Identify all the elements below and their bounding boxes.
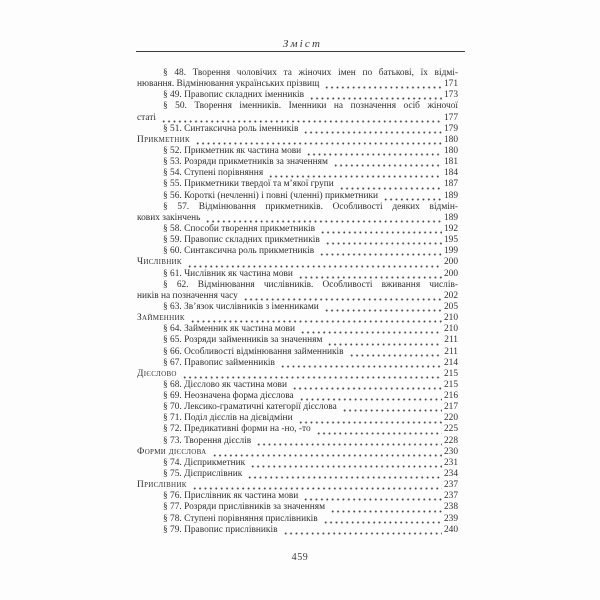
toc-line (137, 246, 458, 257)
toc-line (137, 179, 458, 190)
toc-page-number: 237 (443, 491, 458, 502)
dot-leader (212, 447, 442, 458)
toc-page-number: 200 (443, 257, 458, 268)
toc-line-text: § 73. Творення дієслів (163, 435, 252, 446)
toc-line (137, 124, 458, 135)
toc-line (137, 213, 458, 224)
toc-line-text: ників на позначення часу (137, 290, 238, 301)
toc-section-header (137, 257, 458, 268)
toc-line (137, 291, 458, 302)
toc-section-header (137, 135, 458, 146)
toc-line-text: § 54. Ступені порівняння (163, 168, 264, 179)
dot-leader (324, 302, 442, 313)
dot-leader (306, 146, 442, 157)
toc-line-text: § 52. Прикметник як частина мови (163, 145, 302, 156)
toc-line (137, 280, 458, 291)
toc-line-text: Прикметник (137, 134, 190, 145)
toc-page-number: 173 (443, 90, 458, 101)
toc-page-number: 214 (443, 357, 458, 368)
toc-line-text: Займенник (137, 313, 185, 324)
toc-page-number: 240 (443, 524, 458, 535)
toc-section-header (137, 313, 458, 324)
toc-page-number: 210 (443, 313, 458, 324)
toc-line (137, 68, 458, 79)
dot-leader (283, 525, 442, 536)
toc-line-text: кових закінчень (137, 212, 201, 223)
dot-leader (292, 380, 442, 391)
toc-line-text: § 68. Дієслово як частина мови (163, 379, 287, 390)
toc-page-number: 184 (443, 168, 458, 179)
toc-line-text: § 58. Способи творення прикметників (163, 223, 316, 234)
dot-leader (256, 436, 442, 447)
toc-page-number: 239 (443, 513, 458, 524)
toc-line-text: Прислівник (137, 480, 187, 491)
toc-page-number: 216 (443, 391, 458, 402)
toc-line (137, 157, 458, 168)
toc-line (137, 202, 458, 213)
toc-page-number: 215 (443, 368, 458, 379)
toc-page-number: 205 (443, 301, 458, 312)
dot-leader (330, 502, 442, 513)
toc-line (137, 391, 458, 402)
toc-page-number: 189 (443, 212, 458, 223)
toc-page-number: 220 (443, 413, 458, 424)
toc-page-number: 177 (443, 112, 458, 123)
dot-leader (349, 347, 443, 358)
toc-line (137, 324, 458, 335)
dot-leader (309, 90, 442, 101)
dot-leader (339, 179, 442, 190)
toc-line-text: § 51. Синтаксична роль іменників (163, 123, 299, 134)
toc-line (137, 101, 458, 112)
toc-page-number: 217 (443, 402, 458, 413)
dot-leader (323, 514, 442, 525)
toc-line-text: § 70. Лексико-граматичні категорії дієслова (163, 402, 337, 413)
toc-line-text: § 64. Займенник як частина мови (163, 324, 295, 335)
toc-page-number: 192 (443, 223, 458, 234)
toc-line-text: § 76. Прислівник як частина мови (163, 491, 299, 502)
toc-line-text: § 78. Ступені порівняння прислівників (163, 513, 318, 524)
toc-line (137, 436, 458, 447)
toc-line-text: § 72. Предикативні форми на -но, -то (163, 424, 311, 435)
toc-page-number: 202 (443, 290, 458, 301)
toc-line (137, 502, 458, 513)
toc-page-number: 215 (443, 379, 458, 390)
toc-line-text: § 61. Числівник як частина мови (163, 268, 293, 279)
toc-line (137, 191, 458, 202)
dot-leader (319, 246, 442, 257)
dot-leader (333, 157, 442, 168)
toc-line (137, 491, 458, 502)
toc-line (137, 358, 458, 369)
dot-leader (243, 291, 442, 302)
toc-line (137, 269, 458, 280)
toc-line (137, 425, 458, 436)
toc-line-text: Дієслово (137, 368, 177, 379)
toc-line-text: § 53. Розряди прикметників за значенням (163, 157, 328, 168)
toc-page-number: 237 (443, 480, 458, 491)
toc-page-number: 181 (443, 157, 458, 168)
dot-leader (320, 224, 442, 235)
toc-line-text: § 60. Синтаксична роль прикметників (163, 246, 315, 257)
dot-leader (190, 313, 442, 324)
toc-line (137, 335, 458, 346)
toc-page-number: 210 (443, 324, 458, 335)
toc-page-number: 211 (444, 335, 458, 346)
toc-line-text: § 66. Особливості відмінювання займенників (163, 346, 344, 357)
dot-leader (268, 168, 442, 179)
dot-leader (280, 358, 442, 369)
toc-page-number: 228 (443, 435, 458, 446)
toc-section-header (137, 447, 458, 458)
toc-page-number: 195 (443, 235, 458, 246)
toc-line-text: § 62. Відмінювання числівників. Особливості вживання числів- (163, 279, 458, 290)
toc-line (137, 168, 458, 179)
dot-leader (303, 491, 442, 502)
dot-leader (298, 413, 442, 424)
toc-page-number: 211 (444, 346, 458, 357)
toc-line (137, 113, 458, 124)
dot-leader (327, 335, 442, 346)
toc-line (137, 469, 458, 480)
toc-page-number: 234 (443, 469, 458, 480)
toc-line (137, 90, 458, 101)
toc-section-header (137, 369, 458, 380)
dot-leader (247, 469, 442, 480)
toc-line-text: § 67. Правопис займенників (163, 357, 275, 368)
toc-page-number: 200 (443, 268, 458, 279)
dot-leader (316, 425, 442, 436)
toc-line-text: § 57. Відмінювання прикметників. Особливості деяких відмін- (163, 201, 458, 212)
toc-line-text: § 69. Неозначена форма дієслова (163, 391, 294, 402)
toc-line-text: § 75. Дієприслівник (163, 469, 243, 480)
dot-leader (187, 257, 442, 268)
toc-line (137, 380, 458, 391)
contents-title: Зміст (282, 38, 323, 50)
toc-line-text: § 63. Зв’язок числівників з іменниками (163, 301, 319, 312)
dot-leader (205, 213, 441, 224)
toc-line (137, 235, 458, 246)
toc-line-text: § 79. Правопис прислівників (163, 524, 278, 535)
dot-leader (324, 79, 442, 90)
toc-line (137, 79, 458, 90)
toc-line (137, 302, 458, 313)
dot-leader (299, 391, 442, 402)
dot-leader (192, 480, 442, 491)
toc-line (137, 347, 458, 358)
toc-line (137, 458, 458, 469)
dot-leader (161, 113, 442, 124)
toc-page-number: 189 (443, 190, 458, 201)
dot-leader (182, 369, 442, 380)
toc-line (137, 525, 458, 536)
toc-line-text: § 71. Поділ дієслів на дієвідміни (163, 413, 293, 424)
toc-page-number: 231 (443, 457, 458, 468)
toc-line-text: § 59. Правопис складних прикметників (163, 235, 320, 246)
toc-page-number: 225 (443, 424, 458, 435)
title-rule (136, 51, 465, 52)
toc-line-text: § 55. Прикметники твердої та м’якої групи (163, 179, 334, 190)
toc-line (137, 413, 458, 424)
dot-leader (298, 269, 442, 280)
toc-line-text: § 74. Дієприкметник (163, 457, 246, 468)
toc-line (137, 224, 458, 235)
toc-line-text: § 65. Розряди займенників за значенням (163, 335, 323, 346)
toc-page-number: 199 (443, 246, 458, 257)
toc-line-text: § 49. Правопис складних іменників (163, 90, 305, 101)
toc-line-text: § 77. Розряди прислівників за значенням (163, 502, 326, 513)
toc-list (137, 68, 458, 536)
toc-page-number: 180 (443, 145, 458, 156)
toc-line-text: Форми дієслова (137, 446, 207, 457)
toc-page-number: 187 (443, 179, 458, 190)
toc-line (137, 402, 458, 413)
dot-leader (195, 135, 442, 146)
dot-leader (342, 402, 442, 413)
dot-leader (325, 235, 442, 246)
toc-page-number: 180 (443, 134, 458, 145)
dot-leader (250, 458, 442, 469)
toc-line (137, 146, 458, 157)
toc-line-text: нювання. Відмінювання українських прізвищ (137, 79, 320, 90)
toc-line (137, 514, 458, 525)
toc-page-number: 171 (443, 79, 458, 90)
toc-section-header (137, 480, 458, 491)
dot-leader (300, 324, 442, 335)
toc-page-number: 238 (443, 502, 458, 513)
toc-page-number: 230 (443, 446, 458, 457)
toc-line-text: § 56. Короткі (нечленні) і повні (членні) прикметники (163, 190, 379, 201)
toc-page-number: 179 (443, 123, 458, 134)
dot-leader (303, 124, 442, 135)
dot-leader (383, 191, 442, 202)
toc-line-text: Числівник (137, 257, 182, 268)
toc-line-text: § 48. Творення чоловічих та жіночих імен по батькові, їх відмі- (163, 68, 458, 78)
toc-line-text: статі (137, 112, 156, 123)
page-number: 459 (291, 552, 309, 563)
toc-line-text: § 50. Творення іменників. Іменники на позначення осіб жіночої (163, 101, 458, 112)
